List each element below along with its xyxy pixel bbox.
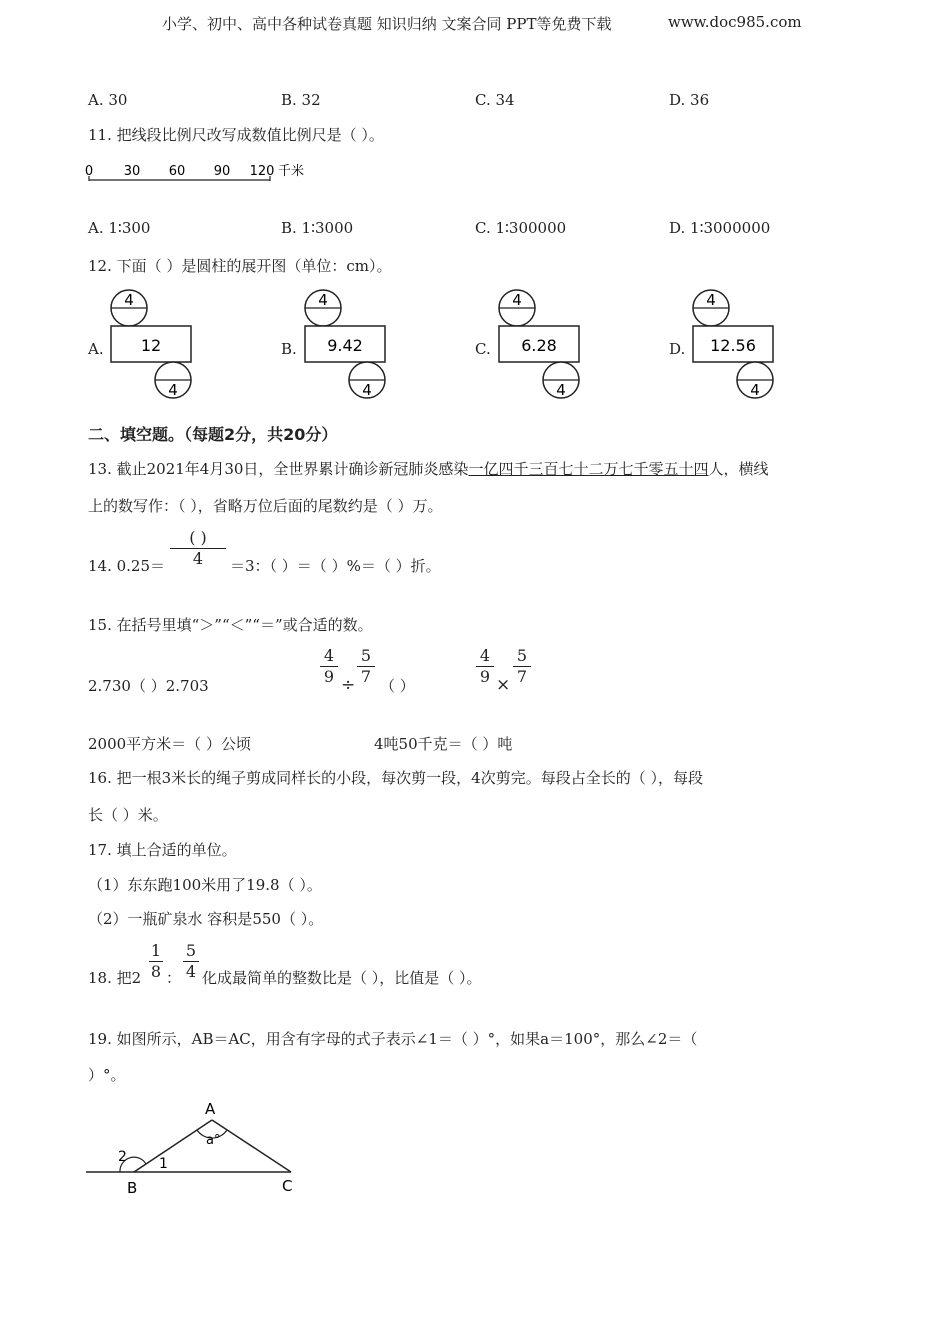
net-d-bottom-circle-label: 4 xyxy=(750,381,760,399)
scale-tick-30: 30 xyxy=(123,164,141,179)
q19-line2: ）°。 xyxy=(88,1066,126,1084)
vertex-a-label: A xyxy=(205,1100,216,1118)
scale-unit: 千米 xyxy=(278,164,305,179)
q11-option-a: A. 1∶300 xyxy=(88,219,151,237)
q11-stem: 11. 把线段比例尺改写成数值比例尺是（ ）。 xyxy=(88,126,384,144)
q10-option-a: A. 30 xyxy=(88,91,128,109)
q15-frac4: 5 7 xyxy=(513,646,531,687)
net-d-rect-label: 12.56 xyxy=(710,336,756,355)
net-c-rect-label: 6.28 xyxy=(521,336,557,355)
q11-option-c: C. 1∶300000 xyxy=(475,219,567,237)
scale-tick-120: 120 xyxy=(249,164,275,179)
q15-item4: 4吨50千克＝（ ）吨 xyxy=(374,735,513,753)
triangle-figure xyxy=(84,1098,314,1198)
scale-tick-60: 60 xyxy=(168,164,186,179)
q14-fraction-denominator: 4 xyxy=(192,549,204,568)
q16-line2: 长（ ）米。 xyxy=(88,806,168,824)
q14-pre: 14. 0.25＝ xyxy=(88,557,166,575)
scale-tick-90: 90 xyxy=(213,164,231,179)
q10-option-b: B. 32 xyxy=(281,91,321,109)
header-left: 小学、初中、高中各种试卷真题 知识归纳 文案合同 PPT等免费下载 xyxy=(162,15,612,33)
q11-option-b: B. 1∶3000 xyxy=(281,219,354,237)
q12-stem: 12. 下面（ ）是圆柱的展开图（单位：cm）。 xyxy=(88,257,392,275)
net-d xyxy=(690,285,780,401)
q18-post: 化成最简单的整数比是（ ），比值是（ ）。 xyxy=(202,969,482,987)
q15-divide-sign: ÷ xyxy=(341,675,356,695)
q15-item2-paren: （ ） xyxy=(380,677,415,695)
q17-stem: 17. 填上合适的单位。 xyxy=(88,841,237,859)
net-c-bottom-circle-label: 4 xyxy=(556,381,566,399)
q17-item2: （2）一瓶矿泉水 容积是550（ ）。 xyxy=(88,910,324,928)
q12-option-a-letter: A. xyxy=(88,340,104,358)
q13-line1-pre: 13. 截止2021年4月30日，全世界累计确诊新冠肺炎感染 xyxy=(88,460,469,478)
net-b xyxy=(302,285,392,401)
q10-option-c: C. 34 xyxy=(475,91,515,109)
net-d-top-circle-label: 4 xyxy=(706,291,716,309)
angle-2-label: 2 xyxy=(118,1149,127,1165)
net-c-top-circle-label: 4 xyxy=(512,291,522,309)
q15-frac1: 4 9 xyxy=(320,646,338,687)
q11-option-d: D. 1∶3000000 xyxy=(669,219,771,237)
q15-frac2: 5 7 xyxy=(357,646,375,687)
net-b-top-circle-label: 4 xyxy=(318,291,328,309)
q12-option-d-letter: D. xyxy=(669,340,686,358)
q14-fraction xyxy=(170,528,226,569)
net-c xyxy=(496,285,586,401)
q12-option-b-letter: B. xyxy=(281,340,297,358)
q10-option-d: D. 36 xyxy=(669,91,710,109)
q19-line1: 19. 如图所示，AB＝AC，用含有字母的式子表示∠1＝（ ）°，如果a＝100°，那么∠2＝（ xyxy=(88,1030,698,1048)
scale-tick-0: 0 xyxy=(84,164,94,179)
net-b-rect-label: 9.42 xyxy=(327,336,363,355)
angle-a-label: a° xyxy=(206,1133,221,1148)
q12-option-c-letter: C. xyxy=(475,340,491,358)
q18-frac2: 5 4 xyxy=(183,941,199,982)
q14-post: ＝3：（ ）＝（ ）%＝（ ）折。 xyxy=(230,557,441,575)
header-right: www.doc985.com xyxy=(668,13,802,31)
line-scale xyxy=(86,160,326,190)
q13-line1 xyxy=(88,458,768,479)
q15-times-sign: × xyxy=(496,675,511,695)
q13-line1-post: 人，横线 xyxy=(708,460,769,478)
q16-line1: 16. 把一根3米长的绳子剪成同样长的小段，每次剪一段，4次剪完。每段占全长的（ ），每段 xyxy=(88,769,703,787)
q15-item1: 2.730（ ）2.703 xyxy=(88,677,209,695)
net-a xyxy=(108,285,198,401)
q13-underlined-number: 一亿四千三百七十二万七千零五十四 xyxy=(468,460,709,478)
net-b-bottom-circle-label: 4 xyxy=(362,381,372,399)
q15-frac3: 4 9 xyxy=(476,646,494,687)
vertex-c-label: C xyxy=(282,1177,293,1195)
angle-1-label: 1 xyxy=(159,1156,168,1172)
q18-frac1: 1 8 xyxy=(150,941,162,981)
net-a-top-circle-label: 4 xyxy=(124,291,134,309)
vertex-b-label: B xyxy=(127,1179,138,1197)
q15-stem: 15. 在括号里填“＞”“＜”“＝”或合适的数。 xyxy=(88,616,373,634)
q17-item1: （1）东东跑100米用了19.8（ ）。 xyxy=(88,876,322,894)
net-a-bottom-circle-label: 4 xyxy=(168,381,178,399)
q18-colon: ： xyxy=(166,969,182,987)
q13-line2: 上的数写作：（ ），省略万位后面的尾数约是（ ）万。 xyxy=(88,497,443,515)
q18-pre: 18. 把2 xyxy=(88,969,142,987)
q14-fraction-numerator: ( ) xyxy=(189,528,207,547)
section-title: 二、填空题。（每题2分，共20分） xyxy=(88,425,338,444)
q15-item3: 2000平方米＝（ ）公顷 xyxy=(88,735,251,753)
net-a-rect-label: 12 xyxy=(140,336,162,355)
